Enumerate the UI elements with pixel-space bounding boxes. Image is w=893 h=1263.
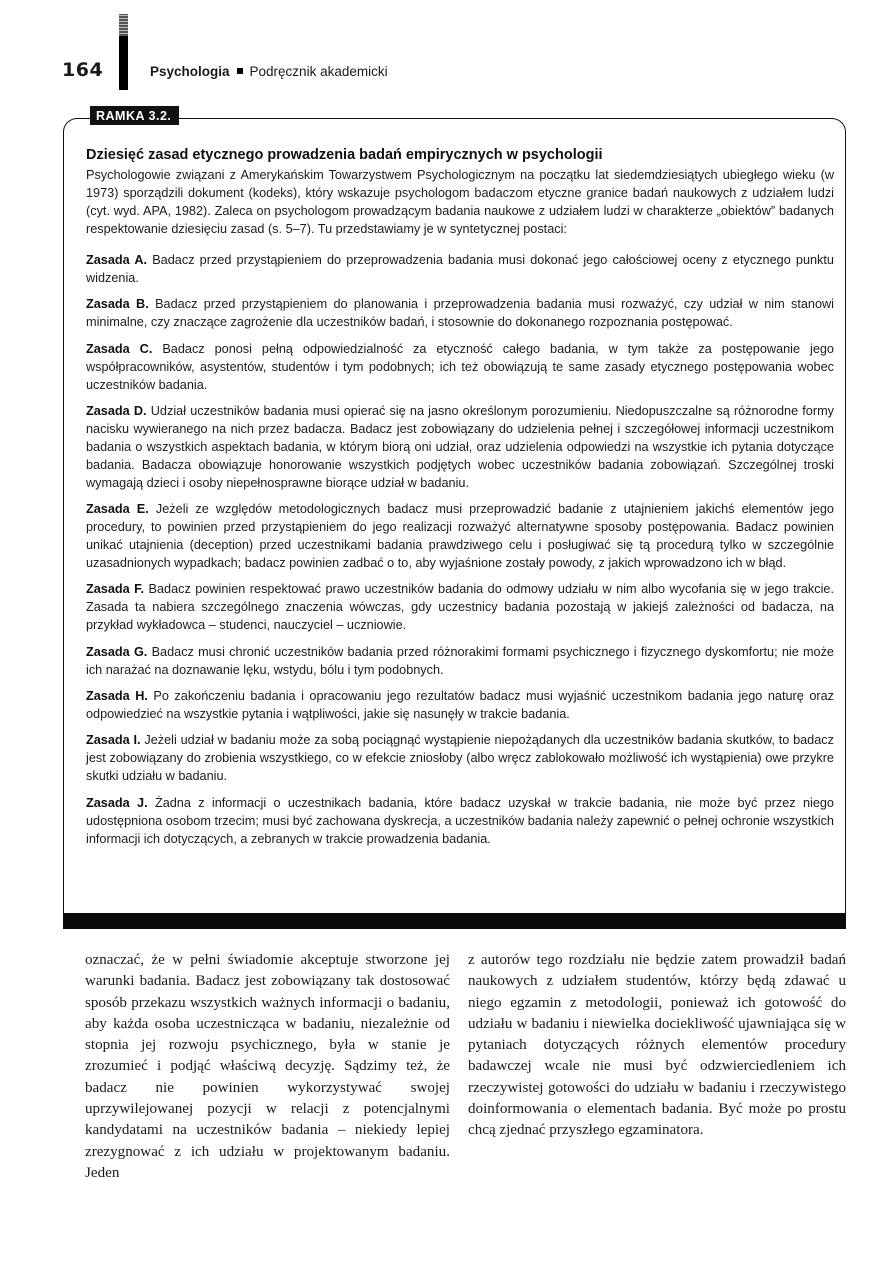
rule-label: Zasada I.: [86, 733, 141, 748]
box-content: [86, 146, 834, 856]
box-bottom-bar: [63, 913, 846, 929]
rule-label: Zasada F.: [86, 582, 145, 597]
rule-text: Żadna z informacji o uczestnikach badania, które badacz uzyskał w trakcie badania, nie może być przez niego udostępniona osobom trzecim; musi być zachowana dyskrecja, a uczestników badania należy zapewnić o pełnej ochronie wszystkich informacji ich dotyczących, a zebranych w trakcie prowadzenia badania.: [86, 795, 834, 846]
rule-e: [86, 500, 834, 572]
rule-i: [86, 731, 834, 785]
rule-g: [86, 643, 834, 679]
rule-text: Jeżeli ze względów metodologicznych badacz musi przeprowadzić badanie z utajnieniem jakichś elementów jego procedury, to powinien przed przystąpieniem do jego realizacji rozważyć alternatywne sposoby postępowania. Badacz powinien unikać utajnienia (deception) przed uczestnikami badania prawdziwego celu i posługiwać się tą procedurą tylko w szczególnie uzasadnionych wypadkach; badacz powinien zadbać o to, aby wyjaśnione zostały powody, z jakich wprowadzono ich w błąd.: [86, 502, 834, 571]
rule-c: [86, 340, 834, 394]
book-title: Psychologia: [150, 64, 230, 79]
running-head: [150, 64, 388, 79]
rule-label: Zasada A.: [86, 253, 148, 267]
body-column-right: z autorów tego rozdziału nie będzie zatem prowadził badań naukowych z udziałem studentów, którzy będą zdawać u niego egzamin z metodologii, ponieważ ich gotowość do udziału w badaniu i niewielka dociekliwość ujawniająca się w pytaniach dotyczących różnych elementów procedury badawczej wcale nie musi być odzwierciedleniem ich rzeczywistej gotowości do udziału w badaniu i rzeczywistego doinformowania o elementach badania. Być może po prostu chcą zjednać przyszłego egzaminatora.: [468, 952, 846, 1139]
rule-text: Badacz musi chronić uczestników badania przed różnorakimi formami psychicznego i fizycznego dyskomfortu; nie może ich narażać na doznawanie lęku, wstydu, bólu i tym podobnych.: [86, 644, 834, 677]
rule-b: [86, 295, 834, 331]
rule-label: Zasada D.: [86, 403, 147, 418]
rule-f: [86, 580, 834, 634]
header-bar-texture: [119, 14, 128, 36]
page-number: 164: [62, 59, 104, 81]
rule-d: [86, 402, 834, 492]
rule-j: [86, 794, 834, 848]
rule-text: Badacz przed przystąpieniem do planowania i przeprowadzenia badania musi rozważyć, czy udział w nim stanowi minimalne, czy znaczące zagrożenie dla uczestników badań, i stosownie do dokonanego rozpoznania postępować.: [86, 297, 835, 330]
box-intro: Psychologowie związani z Amerykańskim Towarzystwem Psychologicznym na początku lat siedemdziesiątych ubiegłego wieku (w 1973) sporządzili dokument (kodeks), który wskazuje psychologom badaczom etyczne granice badań naukowych z udziałem ludzi (cyt. wyd. APA, 1982). Zaleca on psychologom prowadzącym badania naukowe z udziałem ludzi w charakterze „obiektów” badanych respektowanie dziesięciu zasad (s. 5–7). Tu przedstawiamy je w syntetycznej postaci:: [86, 168, 834, 236]
rule-text: Badacz powinien respektować prawo uczestników badania do odmowy udziału w nim albo wycofania się w jego trakcie. Zasada ta nabiera szczególnego znaczenia wówczas, gdy uczestnicy badania pozostają w jakiejś zależności od badacza, na przykład wykładowca – studenci, nauczyciel – uczniowie.: [86, 582, 834, 633]
rule-h: [86, 687, 834, 723]
rule-text: Jeżeli udział w badaniu może za sobą pociągnąć wystąpienie niepożądanych dla uczestników badania skutków, to badacz jest zobowiązany do zrobienia wszystkiego, co w efekcie zniosłoby (albo wręcz zablokowało możliwość ich wystąpienia) owe przykre skutki udziału w badaniu.: [86, 733, 834, 784]
rule-label: Zasada C.: [86, 341, 153, 356]
box-label: RAMKA 3.2.: [90, 106, 179, 125]
rule-label: Zasada G.: [86, 644, 148, 659]
body-column-left: oznaczać, że w pełni świadomie akceptuje stworzone jej warunki badania. Badacz jest zobowiązany tak dostosować sposób przekazu wszystkich ważnych informacji o badaniu, aby każda osoba uczestnicząca w badaniu, niezależnie od stopnia jej rozwoju psychicznego, była w stanie je zrozumieć i podjąć właściwą decyzję. Sądzimy też, że badacz nie powinien wykorzystywać swojej uprzywilejowanej pozycji w relacji z potencjalnymi kandydatami na uczestników badania – niekiedy lepiej zrezygnować z ich udziału w projektowanym badaniu. Jeden: [85, 952, 450, 1181]
rule-a: [86, 251, 834, 287]
rule-text: Po zakończeniu badania i opracowaniu jego rezultatów badacz musi wyjaśnić uczestnikom badania jego naturę oraz odpowiedzieć na wszystkie pytania i wątpliwości, jakie się nasunęły w trakcie badania.: [86, 689, 834, 722]
book-subtitle: Podręcznik akademicki: [249, 64, 388, 79]
rule-text: Badacz ponosi pełną odpowiedzialność za etyczność całego badania, w tym także za postępowanie jego współpracowników, asystentów, studentów i tym podobnych; ich też obowiązują te same zasady etycznego postępowania wobec uczestników badania.: [86, 341, 834, 392]
rule-label: Zasada E.: [86, 502, 149, 517]
box-heading: Dziesięć zasad etycznego prowadzenia badań empirycznych w psychologii: [86, 147, 603, 163]
rule-text: Udział uczestników badania musi opierać się na jasno określonym porozumieniu. Niedopuszczalne są różnorodne formy nacisku wywieranego na nich przez badacza. Badacz jest zobowiązany do udzielenia pełnej i szczegółowej informacji uczestnikom badania o wszystkich aspektach badania, w którym biorą oni udział, oraz udzielenia odpowiedzi na wszystkie ich pytania dotyczące badania. Badacza obowiązuje honorowanie wszystkich podjętych wobec uczestników badania zobowiązań. Szczególnej troski wymagają dzieci i osoby niepełnosprawne biorące udział w badaniu.: [86, 403, 835, 490]
rule-text: Badacz przed przystąpieniem do przeprowadzenia badania musi dokonać jego całościowej oceny z etycznego punktu widzenia.: [86, 253, 834, 285]
rule-label: Zasada J.: [86, 795, 148, 810]
rule-label: Zasada H.: [86, 689, 148, 704]
bullet-icon: [237, 68, 243, 74]
rule-label: Zasada B.: [86, 297, 149, 312]
